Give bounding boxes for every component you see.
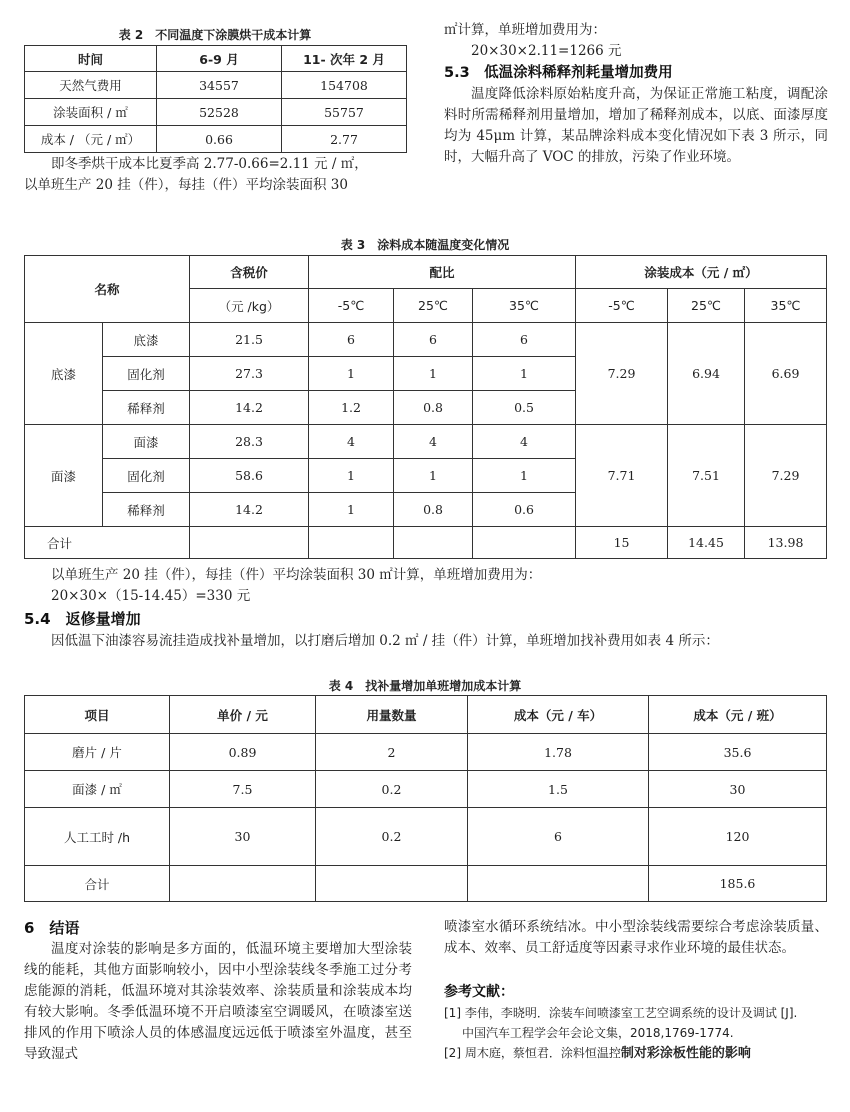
table4-cell: 1.5 <box>468 771 649 808</box>
references-title: 参考文献： <box>444 984 514 1000</box>
table4-caption: 表 4 找补量增加单班增加成本计算 <box>328 679 522 693</box>
table3-item-name: 底漆 <box>103 323 190 357</box>
table3-item-name: 固化剂 <box>103 459 190 493</box>
formula-1266: 20×30×2.11=1266 元 <box>471 43 622 59</box>
table3-empty-cell <box>394 527 473 559</box>
table3-empty-cell <box>190 527 309 559</box>
left-para-line: 以单班生产 20 挂（件），每挂（件）平均涂装面积 30 <box>24 177 348 193</box>
table3-item-name: 固化剂 <box>103 357 190 391</box>
table3-ratio: 0.8 <box>394 493 473 527</box>
table2-cell: 154708 <box>282 72 407 99</box>
reference-2 <box>444 1043 828 1064</box>
right-column-top <box>444 20 828 168</box>
table3-cost: 6.69 <box>745 323 827 425</box>
table3-total-cost: 14.45 <box>668 527 745 559</box>
table3-cost: 7.71 <box>576 425 668 527</box>
section-6-paragraph-right: 喷漆室水循环系统结冰。中小型涂装线需要综合考虑涂装质量、成本、效率、员工舒适度等因素寻求作业环境的最佳状态。 <box>444 919 828 956</box>
table3-cost-header: 涂装成本（元 / ㎡） <box>576 256 827 289</box>
table4-empty-cell <box>170 866 316 902</box>
middle-text <box>24 565 830 652</box>
table4-header: 成本（元 / 车） <box>468 696 649 734</box>
table4-cell: 0.2 <box>316 771 468 808</box>
table3-cost-temp: 25℃ <box>668 289 745 323</box>
table4-cell: 30 <box>170 808 316 866</box>
table2-caption: 表 2 不同温度下涂膜烘干成本计算 <box>118 28 312 42</box>
table4-cell: 2 <box>316 734 468 771</box>
table4-row-label: 人工工时 /h <box>25 808 170 866</box>
table3-ratio: 1 <box>309 357 394 391</box>
table3-group-topcoat: 面漆 <box>25 425 103 527</box>
section-6-paragraph-left: 温度对涂装的影响是多方面的，低温环境主要增加大型涂装线的能耗，其他方面影响较小，因中小型涂装线冬季施工过分考虑能源的消耗，低温环境对其涂装效率、涂装质量和涂装成本均有较大影响。冬季低温环境不开启喷漆室空调暖风，在喷漆室送排风的作用下喷涂人员的体感温度远远低于喷漆室外温度，甚至导致湿式 <box>24 941 412 1062</box>
table4-cell: 0.2 <box>316 808 468 866</box>
section-5-3-title: 5.3 低温涂料稀释剂耗量增加费用 <box>444 65 673 81</box>
table4-empty-cell <box>316 866 468 902</box>
table3-total-label: 合计 <box>25 527 190 559</box>
section-6-title: 6 结语 <box>24 919 80 937</box>
table4-header: 成本（元 / 班） <box>649 696 827 734</box>
left-paragraph-cost <box>24 154 414 196</box>
table2-cell: 34557 <box>157 72 282 99</box>
table3-ratio: 0.5 <box>473 391 576 425</box>
table3-ratio: 6 <box>309 323 394 357</box>
table4-total-value: 185.6 <box>649 866 827 902</box>
table4-cell: 35.6 <box>649 734 827 771</box>
table3-item-name: 稀释剂 <box>103 391 190 425</box>
table3-empty-cell <box>473 527 576 559</box>
table3 <box>24 255 827 559</box>
table3-price-unit: （元 /kg） <box>190 289 309 323</box>
section-5-3-paragraph: 温度降低涂料原始粘度升高，为保证正常施工粘度，调配涂料时所需稀释剂用量增加，增加了稀释剂成本，以底、面漆厚度均为 45μm 计算，某品牌涂料成本变化情况如下表 3 所示，同时，大幅升高了 VOC 的排放，污染了作业环境。 <box>444 86 828 165</box>
table4-cell: 30 <box>649 771 827 808</box>
table4-row-label: 磨片 / 片 <box>25 734 170 771</box>
table2-row-label: 涂装面积 / ㎡ <box>25 99 157 126</box>
table4-header: 用量数量 <box>316 696 468 734</box>
table3-cost-temp: 35℃ <box>745 289 827 323</box>
reference-2-part2: 制对彩涂板性能的影响 <box>620 1046 751 1061</box>
table3-price: 27.3 <box>190 357 309 391</box>
section-5-4-title: 5.4 返修量增加 <box>24 610 141 628</box>
table3-ratio: 4 <box>394 425 473 459</box>
table2-row-label: 天然气费用 <box>25 72 157 99</box>
table3-ratio: 1 <box>473 357 576 391</box>
table3-ratio: 6 <box>394 323 473 357</box>
table3-cost: 7.51 <box>668 425 745 527</box>
middle-line: 以单班生产 20 挂（件），每挂（件）平均涂装面积 30 ㎡计算，单班增加费用为： <box>51 567 542 583</box>
table2-cell: 55757 <box>282 99 407 126</box>
table3-item-name: 面漆 <box>103 425 190 459</box>
table2-cell: 52528 <box>157 99 282 126</box>
table2 <box>24 45 407 153</box>
table3-price-header: 含税价 <box>190 256 309 289</box>
table4-cell: 0.89 <box>170 734 316 771</box>
table2-row-label: 成本 / （元 / ㎡） <box>25 126 157 153</box>
table3-price: 58.6 <box>190 459 309 493</box>
table2-cell: 2.77 <box>282 126 407 153</box>
table3-price: 21.5 <box>190 323 309 357</box>
table3-total-cost: 15 <box>576 527 668 559</box>
table4-header: 单价 / 元 <box>170 696 316 734</box>
reference-1-line2: 中国汽车工程学会年会论文集，2018,1769-1774. <box>462 1026 734 1040</box>
table3-item-name: 稀释剂 <box>103 493 190 527</box>
left-para-line: 即冬季烘干成本比夏季高 2.77-0.66=2.11 元 / ㎡， <box>51 156 368 172</box>
table3-ratio: 0.8 <box>394 391 473 425</box>
table3-price: 14.2 <box>190 391 309 425</box>
table4-row-label: 面漆 / ㎡ <box>25 771 170 808</box>
table3-ratio-header: 配比 <box>309 256 576 289</box>
section-6-right <box>444 917 828 1064</box>
right-continuation: ㎡计算，单班增加费用为： <box>444 22 606 38</box>
table4 <box>24 695 827 902</box>
reference-1-line1: [1] 李伟，李晓明．涂装车间喷漆室工艺空调系统的设计及调试 [J]. <box>444 1006 798 1020</box>
table3-caption: 表 3 涂料成本随温度变化情况 <box>340 238 510 252</box>
table2-header-time: 时间 <box>25 46 157 72</box>
table3-empty-cell <box>309 527 394 559</box>
table3-group-primer: 底漆 <box>25 323 103 425</box>
reference-2-part1: [2] 周木庭，蔡恒君．涂料恒温控 <box>444 1046 621 1060</box>
table3-ratio: 1 <box>394 459 473 493</box>
table3-ratio: 1 <box>309 493 394 527</box>
table3-ratio: 0.6 <box>473 493 576 527</box>
table2-header-winter: 11- 次年 2 月 <box>282 46 407 72</box>
table3-ratio: 1 <box>394 357 473 391</box>
table3-cost-temp: -5℃ <box>576 289 668 323</box>
table4-cell: 120 <box>649 808 827 866</box>
table3-price: 14.2 <box>190 493 309 527</box>
table2-cell: 0.66 <box>157 126 282 153</box>
table4-cell: 7.5 <box>170 771 316 808</box>
formula-330: 20×30×（15-14.45）=330 元 <box>51 588 251 604</box>
table3-ratio: 4 <box>473 425 576 459</box>
table3-ratio: 6 <box>473 323 576 357</box>
section-6-left <box>24 917 412 1065</box>
table4-header: 项目 <box>25 696 170 734</box>
table3-price: 28.3 <box>190 425 309 459</box>
table2-header-summer: 6-9 月 <box>157 46 282 72</box>
table3-ratio: 4 <box>309 425 394 459</box>
table3-cost: 6.94 <box>668 323 745 425</box>
table3-cost: 7.29 <box>576 323 668 425</box>
table3-ratio: 1.2 <box>309 391 394 425</box>
table4-cell: 6 <box>468 808 649 866</box>
table4-empty-cell <box>468 866 649 902</box>
table3-ratio: 1 <box>473 459 576 493</box>
table3-ratio-temp: -5℃ <box>309 289 394 323</box>
table3-total-cost: 13.98 <box>745 527 827 559</box>
table3-ratio-temp: 35℃ <box>473 289 576 323</box>
table4-total-label: 合计 <box>25 866 170 902</box>
section-5-4-paragraph: 因低温下油漆容易流挂造成找补量增加，以打磨后增加 0.2 ㎡ / 挂（件）计算，单班增加找补费用如表 4 所示： <box>51 633 719 649</box>
table3-ratio-temp: 25℃ <box>394 289 473 323</box>
table3-cost: 7.29 <box>745 425 827 527</box>
table3-ratio: 1 <box>309 459 394 493</box>
table3-name-header: 名称 <box>25 256 190 323</box>
table4-cell: 1.78 <box>468 734 649 771</box>
